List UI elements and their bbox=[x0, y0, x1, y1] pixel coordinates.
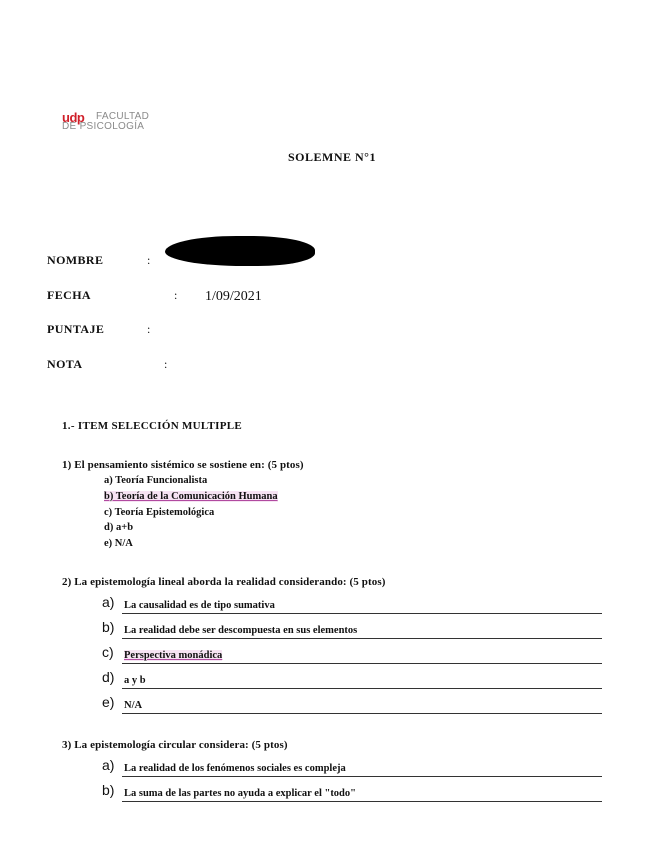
logo-line1: FACULTAD bbox=[96, 111, 150, 122]
q3-answer-line-a bbox=[122, 758, 602, 777]
q2-answer-line-c bbox=[122, 645, 602, 664]
question-1: 1) El pensamiento sistémico se sostiene en: (5 ptos) bbox=[62, 459, 304, 471]
q2-option-e: N/A bbox=[124, 700, 143, 711]
q3-option-a: La realidad de los fenómenos sociales es compleja bbox=[124, 763, 346, 774]
q2-letter-b: b) bbox=[102, 619, 115, 635]
q2-option-c: Perspectiva monádica bbox=[124, 650, 223, 661]
q1-option-d: d) a+b bbox=[104, 522, 134, 533]
q2-answer-line-e bbox=[122, 695, 602, 714]
question-3: 3) La epistemología circular considera: (5 ptos) bbox=[62, 739, 288, 751]
q2-letter-c: c) bbox=[102, 644, 114, 660]
q2-answer-line-b bbox=[122, 620, 602, 639]
logo-line2: DE PSICOLOGÍA bbox=[62, 121, 145, 132]
puntaje-label: PUNTAJE bbox=[47, 322, 105, 336]
q1-option-a: a) Teoría Funcionalista bbox=[104, 475, 208, 486]
q3-option-b: La suma de las partes no ayuda a explicar el "todo" bbox=[124, 788, 356, 799]
nota-label: NOTA bbox=[47, 357, 83, 371]
q2-letter-a: a) bbox=[102, 594, 115, 610]
q2-letter-d: d) bbox=[102, 669, 115, 685]
document-title: SOLEMNE N°1 bbox=[288, 150, 376, 164]
q1-option-e: e) N/A bbox=[104, 538, 133, 549]
question-2: 2) La epistemología lineal aborda la realidad considerando: (5 ptos) bbox=[62, 576, 386, 588]
fecha-value: 1/09/2021 bbox=[205, 289, 262, 304]
nota-colon: : bbox=[164, 357, 168, 371]
logo-brand: udp bbox=[62, 110, 85, 125]
fecha-colon: : bbox=[174, 288, 178, 302]
section-title: 1.- ITEM SELECCIÓN MULTIPLE bbox=[62, 420, 243, 432]
fecha-label: FECHA bbox=[47, 288, 91, 302]
q2-answer-line-d bbox=[122, 670, 602, 689]
q3-letter-a: a) bbox=[102, 757, 115, 773]
q1-option-c: c) Teoría Epistemológica bbox=[104, 507, 215, 518]
nombre-colon: : bbox=[147, 253, 151, 267]
q2-letter-e: e) bbox=[102, 694, 115, 710]
q1-option-b-text: b) Teoría de la Comunicación Humana bbox=[104, 491, 278, 502]
puntaje-colon: : bbox=[147, 322, 151, 336]
q3-letter-b: b) bbox=[102, 782, 115, 798]
q3-answer-line-b bbox=[122, 783, 602, 802]
q2-option-b: La realidad debe ser descompuesta en sus elementos bbox=[124, 625, 358, 636]
q2-option-d: a y b bbox=[124, 675, 146, 686]
nombre-label: NOMBRE bbox=[47, 253, 104, 267]
redacted-name bbox=[165, 236, 315, 266]
faculty-logo bbox=[62, 110, 202, 132]
q2-answer-line-a bbox=[122, 595, 602, 614]
q1-option-b bbox=[104, 491, 278, 502]
q2-option-a: La causalidad es de tipo sumativa bbox=[124, 600, 275, 611]
